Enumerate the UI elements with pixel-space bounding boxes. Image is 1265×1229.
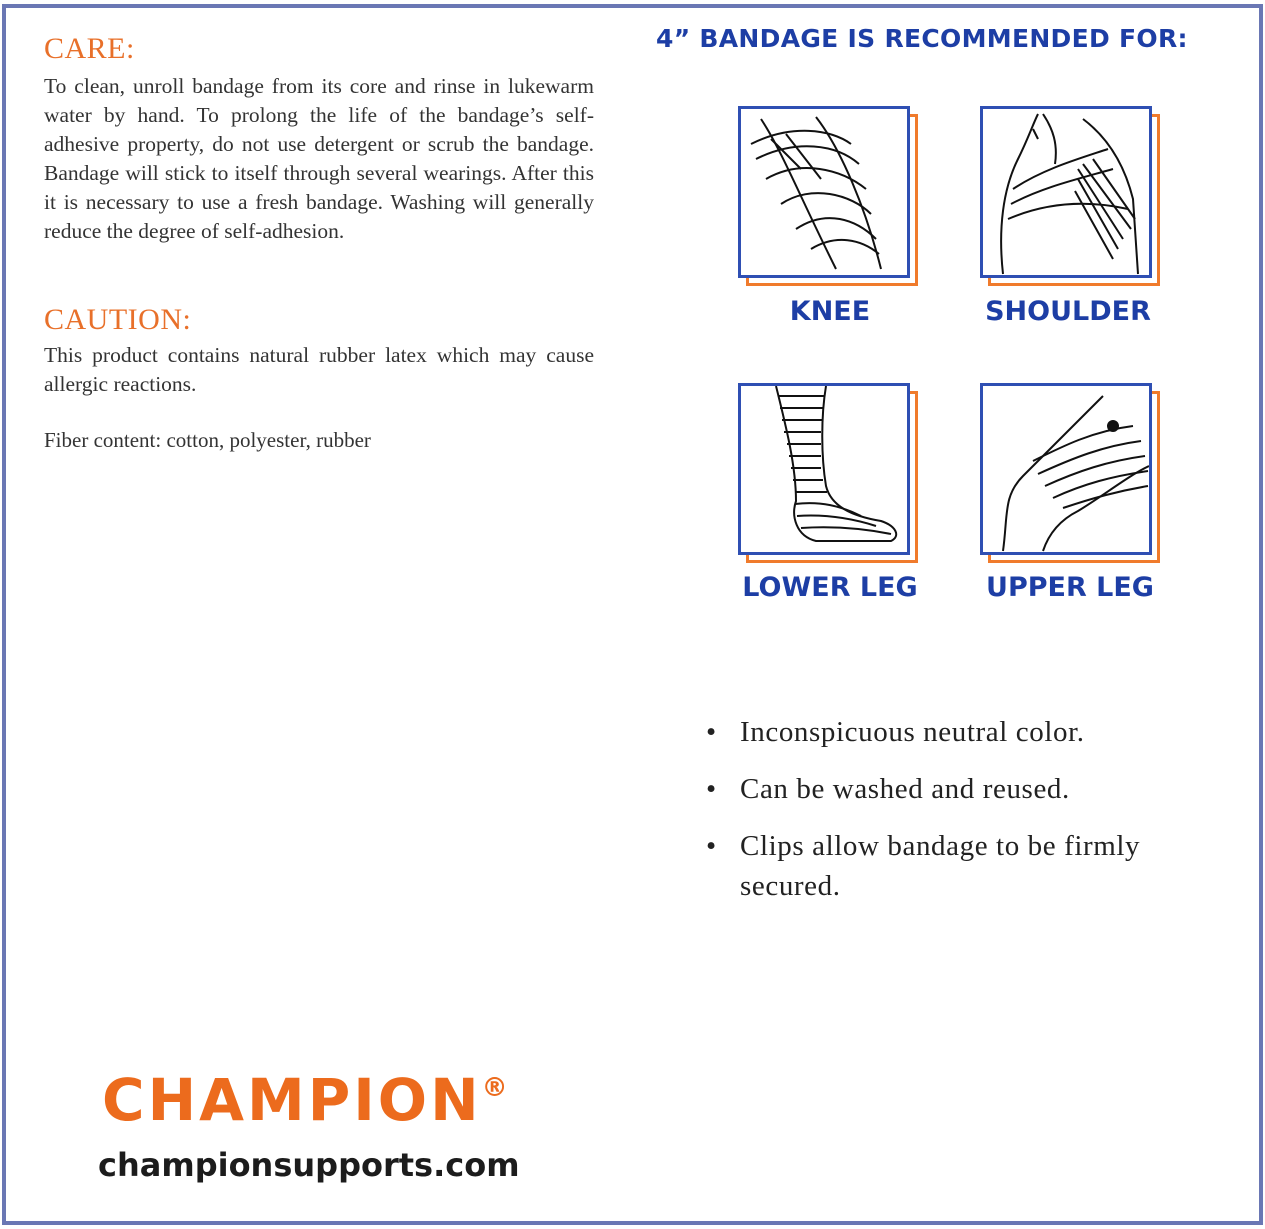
champion-logo: CHAMPION® — [102, 1066, 508, 1134]
list-item: • Clips allow bandage to be firmly secured. — [706, 826, 1226, 906]
bullet-icon: • — [706, 773, 717, 805]
caution-text: This product contains natural rubber latex which may cause allergic reactions. — [44, 343, 594, 396]
shoulder-figure — [980, 106, 1152, 278]
care-title: CARE: — [44, 32, 135, 65]
upper-leg-figure — [980, 383, 1152, 555]
website-link[interactable]: championsupports.com — [98, 1146, 520, 1184]
lower-leg-figure — [738, 383, 910, 555]
lower-leg-label: LOWER LEG — [742, 572, 918, 603]
list-item: • Inconspicuous neutral color. — [706, 712, 1226, 752]
upper-leg-icon — [983, 386, 1149, 552]
upper-leg-label: UPPER LEG — [986, 572, 1154, 603]
shoulder-icon — [983, 109, 1149, 275]
shoulder-label: SHOULDER — [985, 296, 1151, 327]
recommended-heading: 4” BANDAGE IS RECOMMENDED FOR: — [656, 24, 1188, 53]
caution-title: CAUTION: — [44, 303, 192, 336]
list-item: • Can be washed and reused. — [706, 769, 1226, 809]
feature-list — [706, 712, 1226, 923]
knee-icon — [741, 109, 907, 275]
fiber-content: Fiber content: cotton, polyester, rubber — [44, 428, 371, 452]
bullet-icon: • — [706, 716, 717, 748]
care-text: To clean, unroll bandage from its core and rinse in lukewarm water by hand. To prolong the life of the bandage’s self-adhesive property, do not use detergent or scrub the bandage. Bandage will stick to itself through several wearings. After this it is necessary to use a fresh bandage. Washing will generally reduce the degree of self-adhesion. — [44, 74, 594, 243]
lower-leg-icon — [741, 386, 907, 552]
bullet-icon: • — [706, 830, 717, 862]
knee-label: KNEE — [789, 296, 871, 327]
knee-figure — [738, 106, 910, 278]
